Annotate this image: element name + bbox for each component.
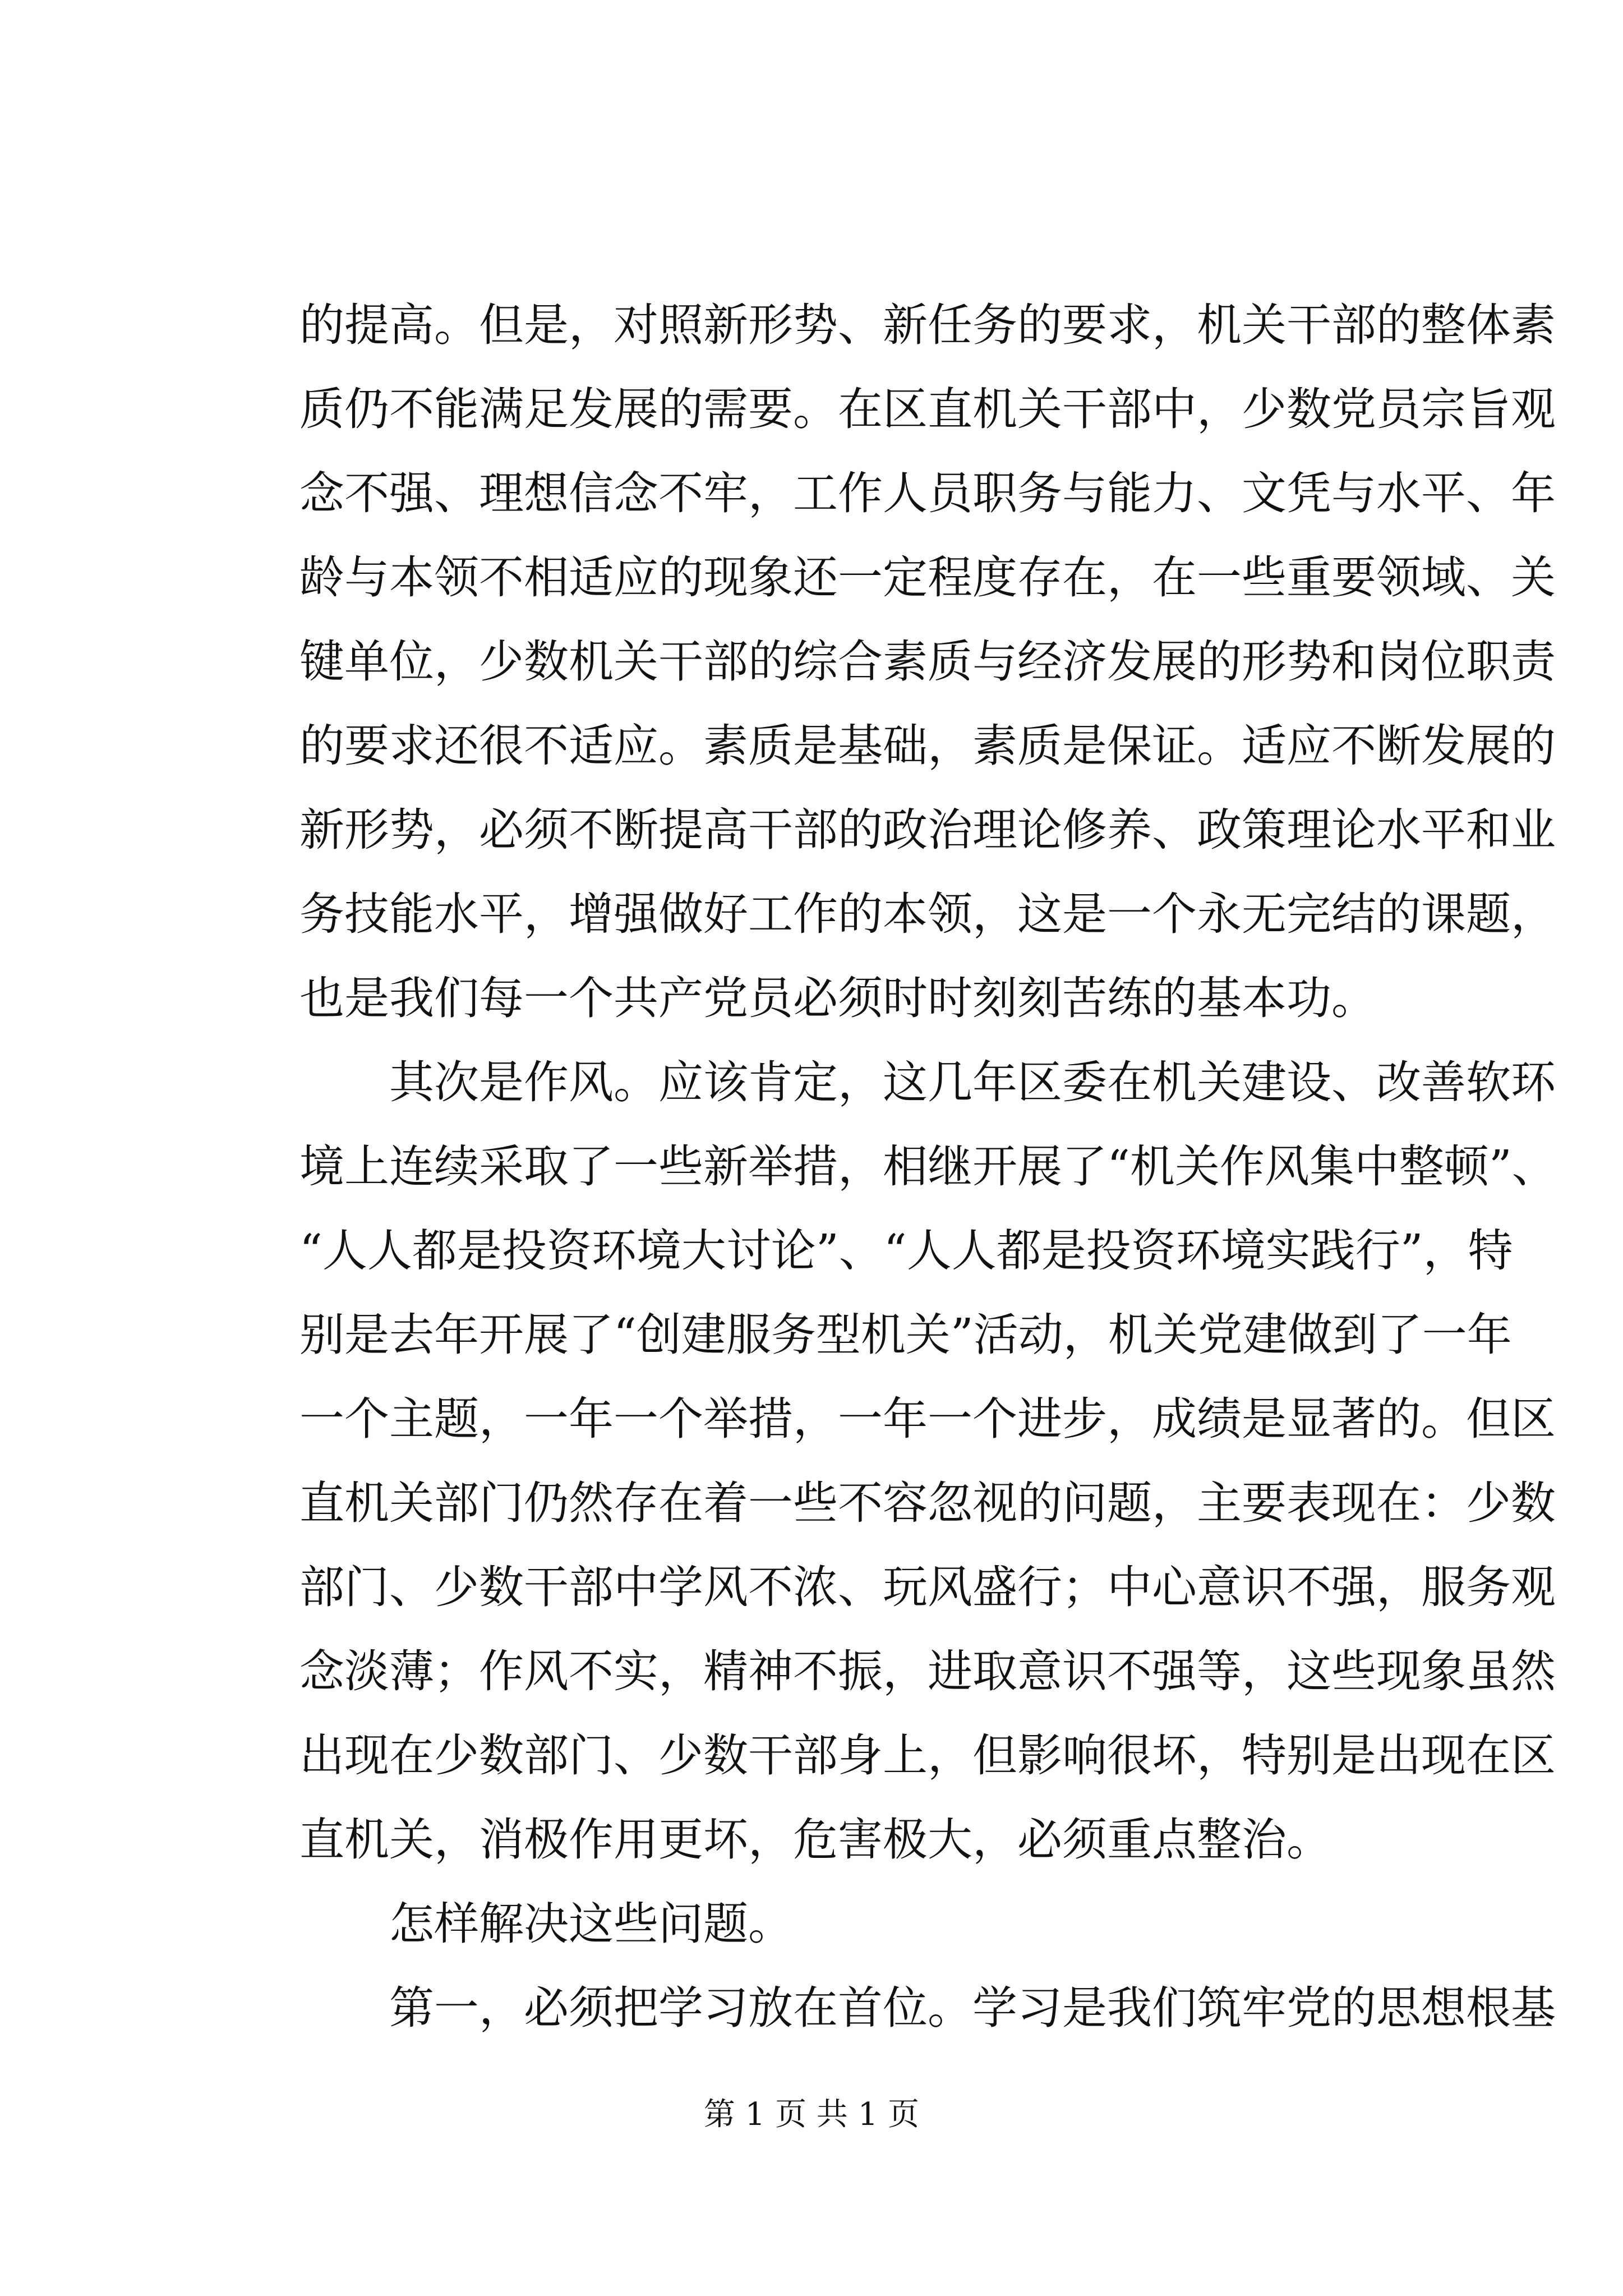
page-footer: 第 1 页 共 1 页 [703,2096,920,2133]
text-line: “人人都是投资环境大讨论”、“人人都是投资环境实践行”，特 [299,1225,1513,1277]
text-line: 念不强、理想信念不牢，工作人员职务与能力、文凭与水平、年 [299,467,1556,519]
text-line: 别是去年开展了“创建服务型机关”活动，机关党建做到了一年 [299,1309,1512,1361]
paragraph-first-line: 第一，必须把学习放在首位。学习是我们筑牢党的思想根基 [389,1982,1556,2034]
text-line: 出现在少数部门、少数干部身上，但影响很坏，特别是出现在区 [299,1729,1556,1782]
paragraph-first-line: 其次是作风。应该肯定，这几年区委在机关建设、改善软环 [389,1056,1556,1108]
text-line: 务技能水平，增强做好工作的本领，这是一个永无完结的课题， [299,888,1556,940]
text-line: 新形势，必须不断提高干部的政治理论修养、政策理论水平和业 [299,804,1556,856]
text-line: 直机关，消极作用更坏，危害极大，必须重点整治。 [299,1814,1331,1866]
text-line: 质仍不能满足发展的需要。在区直机关干部中，少数党员宗旨观 [299,383,1556,435]
text-line: 龄与本领不相适应的现象还一定程度存在，在一些重要领域、关 [299,551,1556,604]
text-line: 键单位，少数机关干部的综合素质与经济发展的形势和岗位职责 [299,636,1556,688]
text-line: 境上连续采取了一些新举措，相继开展了“机关作风集中整顿”、 [299,1140,1557,1193]
text-line: 的要求还很不适应。素质是基础，素质是保证。适应不断发展的 [299,720,1556,772]
text-line: 部门、少数干部中学风不浓、玩风盛行；中心意识不强，服务观 [299,1561,1556,1613]
text-line: 一个主题，一年一个举措，一年一个进步，成绩是显著的。但区 [299,1393,1556,1445]
text-line: 直机关部门仍然存在着一些不容忽视的问题，主要表现在：少数 [299,1477,1556,1529]
text-line: 也是我们每一个共产党员必须时时刻刻苦练的基本功。 [299,972,1376,1024]
text-line: 的提高。但是，对照新形势、新任务的要求，机关干部的整体素 [299,299,1556,351]
text-line: 念淡薄；作风不实，精神不振，进取意识不强等，这些现象虽然 [299,1645,1556,1697]
paragraph-first-line: 怎样解决这些问题。 [389,1898,793,1950]
